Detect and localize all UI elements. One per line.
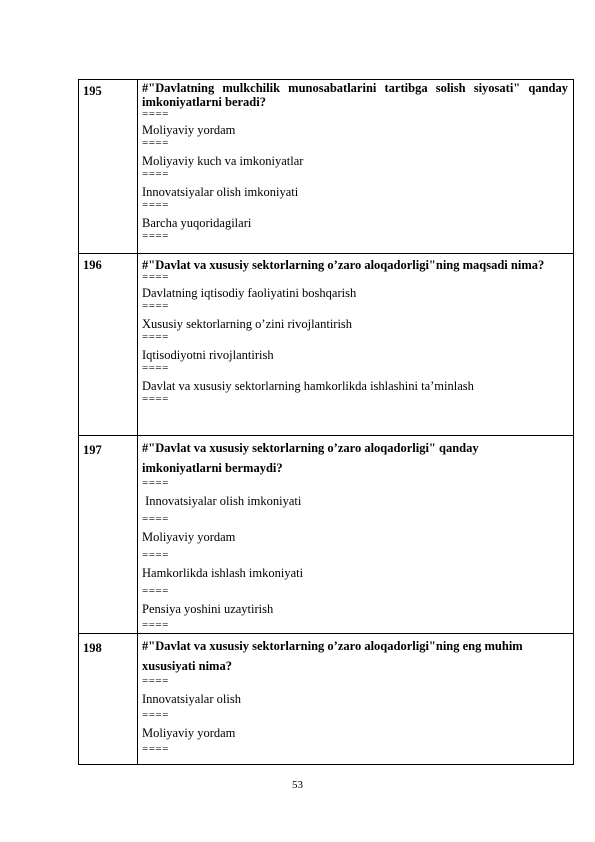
answer-option: Moliyaviy yordam	[142, 726, 236, 740]
separator: ====	[142, 168, 169, 180]
separator: ====	[142, 108, 169, 120]
question-table	[78, 79, 574, 765]
question-text	[142, 438, 568, 478]
question-cell	[138, 436, 574, 634]
question-line: #"Davlat va xususiy sektorlarning o’zaro aloqadorligi"ning eng muhim	[142, 639, 523, 653]
question-line: imkoniyatlarni bermaydi?	[142, 461, 283, 475]
separator: ====	[142, 513, 169, 525]
separator: ====	[142, 585, 169, 597]
separator: ====	[142, 675, 169, 687]
separator: ====	[142, 300, 169, 312]
table-row	[79, 254, 574, 436]
question-line: xususiyati nima?	[142, 659, 232, 673]
separator: ====	[142, 549, 169, 561]
answer-option: Moliyaviy yordam	[142, 530, 236, 544]
separator: ====	[142, 137, 169, 149]
answer-option: Pensiya yoshini uzaytirish	[142, 602, 274, 616]
answer-option: Davlatning iqtisodiy faoliyatini boshqarish	[142, 286, 357, 300]
question-number: 197	[79, 436, 138, 634]
answer-option: Xususiy sektorlarning o’zini rivojlantirish	[142, 317, 353, 331]
answer-option: Barcha yuqoridagilari	[142, 216, 252, 230]
table-row	[79, 634, 574, 765]
question-text: #"Davlatning mulkchilik munosabatlarini tartibga solish siyosati" qanday imkoniyatlarni beradi?	[142, 81, 568, 109]
answer-option: Moliyaviy kuch va imkoniyatlar	[142, 154, 304, 168]
separator: ====	[142, 743, 169, 755]
page-number: 53	[292, 779, 303, 791]
question-text: #"Davlat va xususiy sektorlarning o’zaro aloqadorligi"ning maqsadi nima?	[142, 258, 545, 272]
separator: ====	[142, 331, 169, 343]
answer-option: Innovatsiyalar olish imkoniyati	[142, 185, 299, 199]
separator: ====	[142, 477, 169, 489]
answer-option: Innovatsiyalar olish	[142, 692, 241, 706]
separator: ====	[142, 362, 169, 374]
question-number: 198	[79, 634, 138, 765]
question-number: 196	[79, 254, 138, 436]
separator: ====	[142, 393, 169, 405]
answer-option: Innovatsiyalar olish imkoniyati	[142, 494, 302, 508]
question-number: 195	[79, 80, 138, 254]
separator: ====	[142, 230, 169, 242]
answer-option: Moliyaviy yordam	[142, 123, 236, 137]
answer-option: Iqtisodiyotni rivojlantirish	[142, 348, 274, 362]
separator: ====	[142, 199, 169, 211]
question-cell	[138, 634, 574, 765]
separator: ====	[142, 619, 169, 631]
separator: ====	[142, 709, 169, 721]
answer-option: Davlat va xususiy sektorlarning hamkorlikda ishlashini ta’minlash	[142, 379, 474, 393]
question-cell	[138, 254, 574, 436]
table-row	[79, 436, 574, 634]
question-line: #"Davlat va xususiy sektorlarning o’zaro aloqadorligi" qanday	[142, 441, 479, 455]
question-cell	[138, 80, 574, 254]
table-row	[79, 80, 574, 254]
separator: ====	[142, 271, 169, 283]
question-text	[142, 636, 568, 676]
answer-option: Hamkorlikda ishlash imkoniyati	[142, 566, 304, 580]
